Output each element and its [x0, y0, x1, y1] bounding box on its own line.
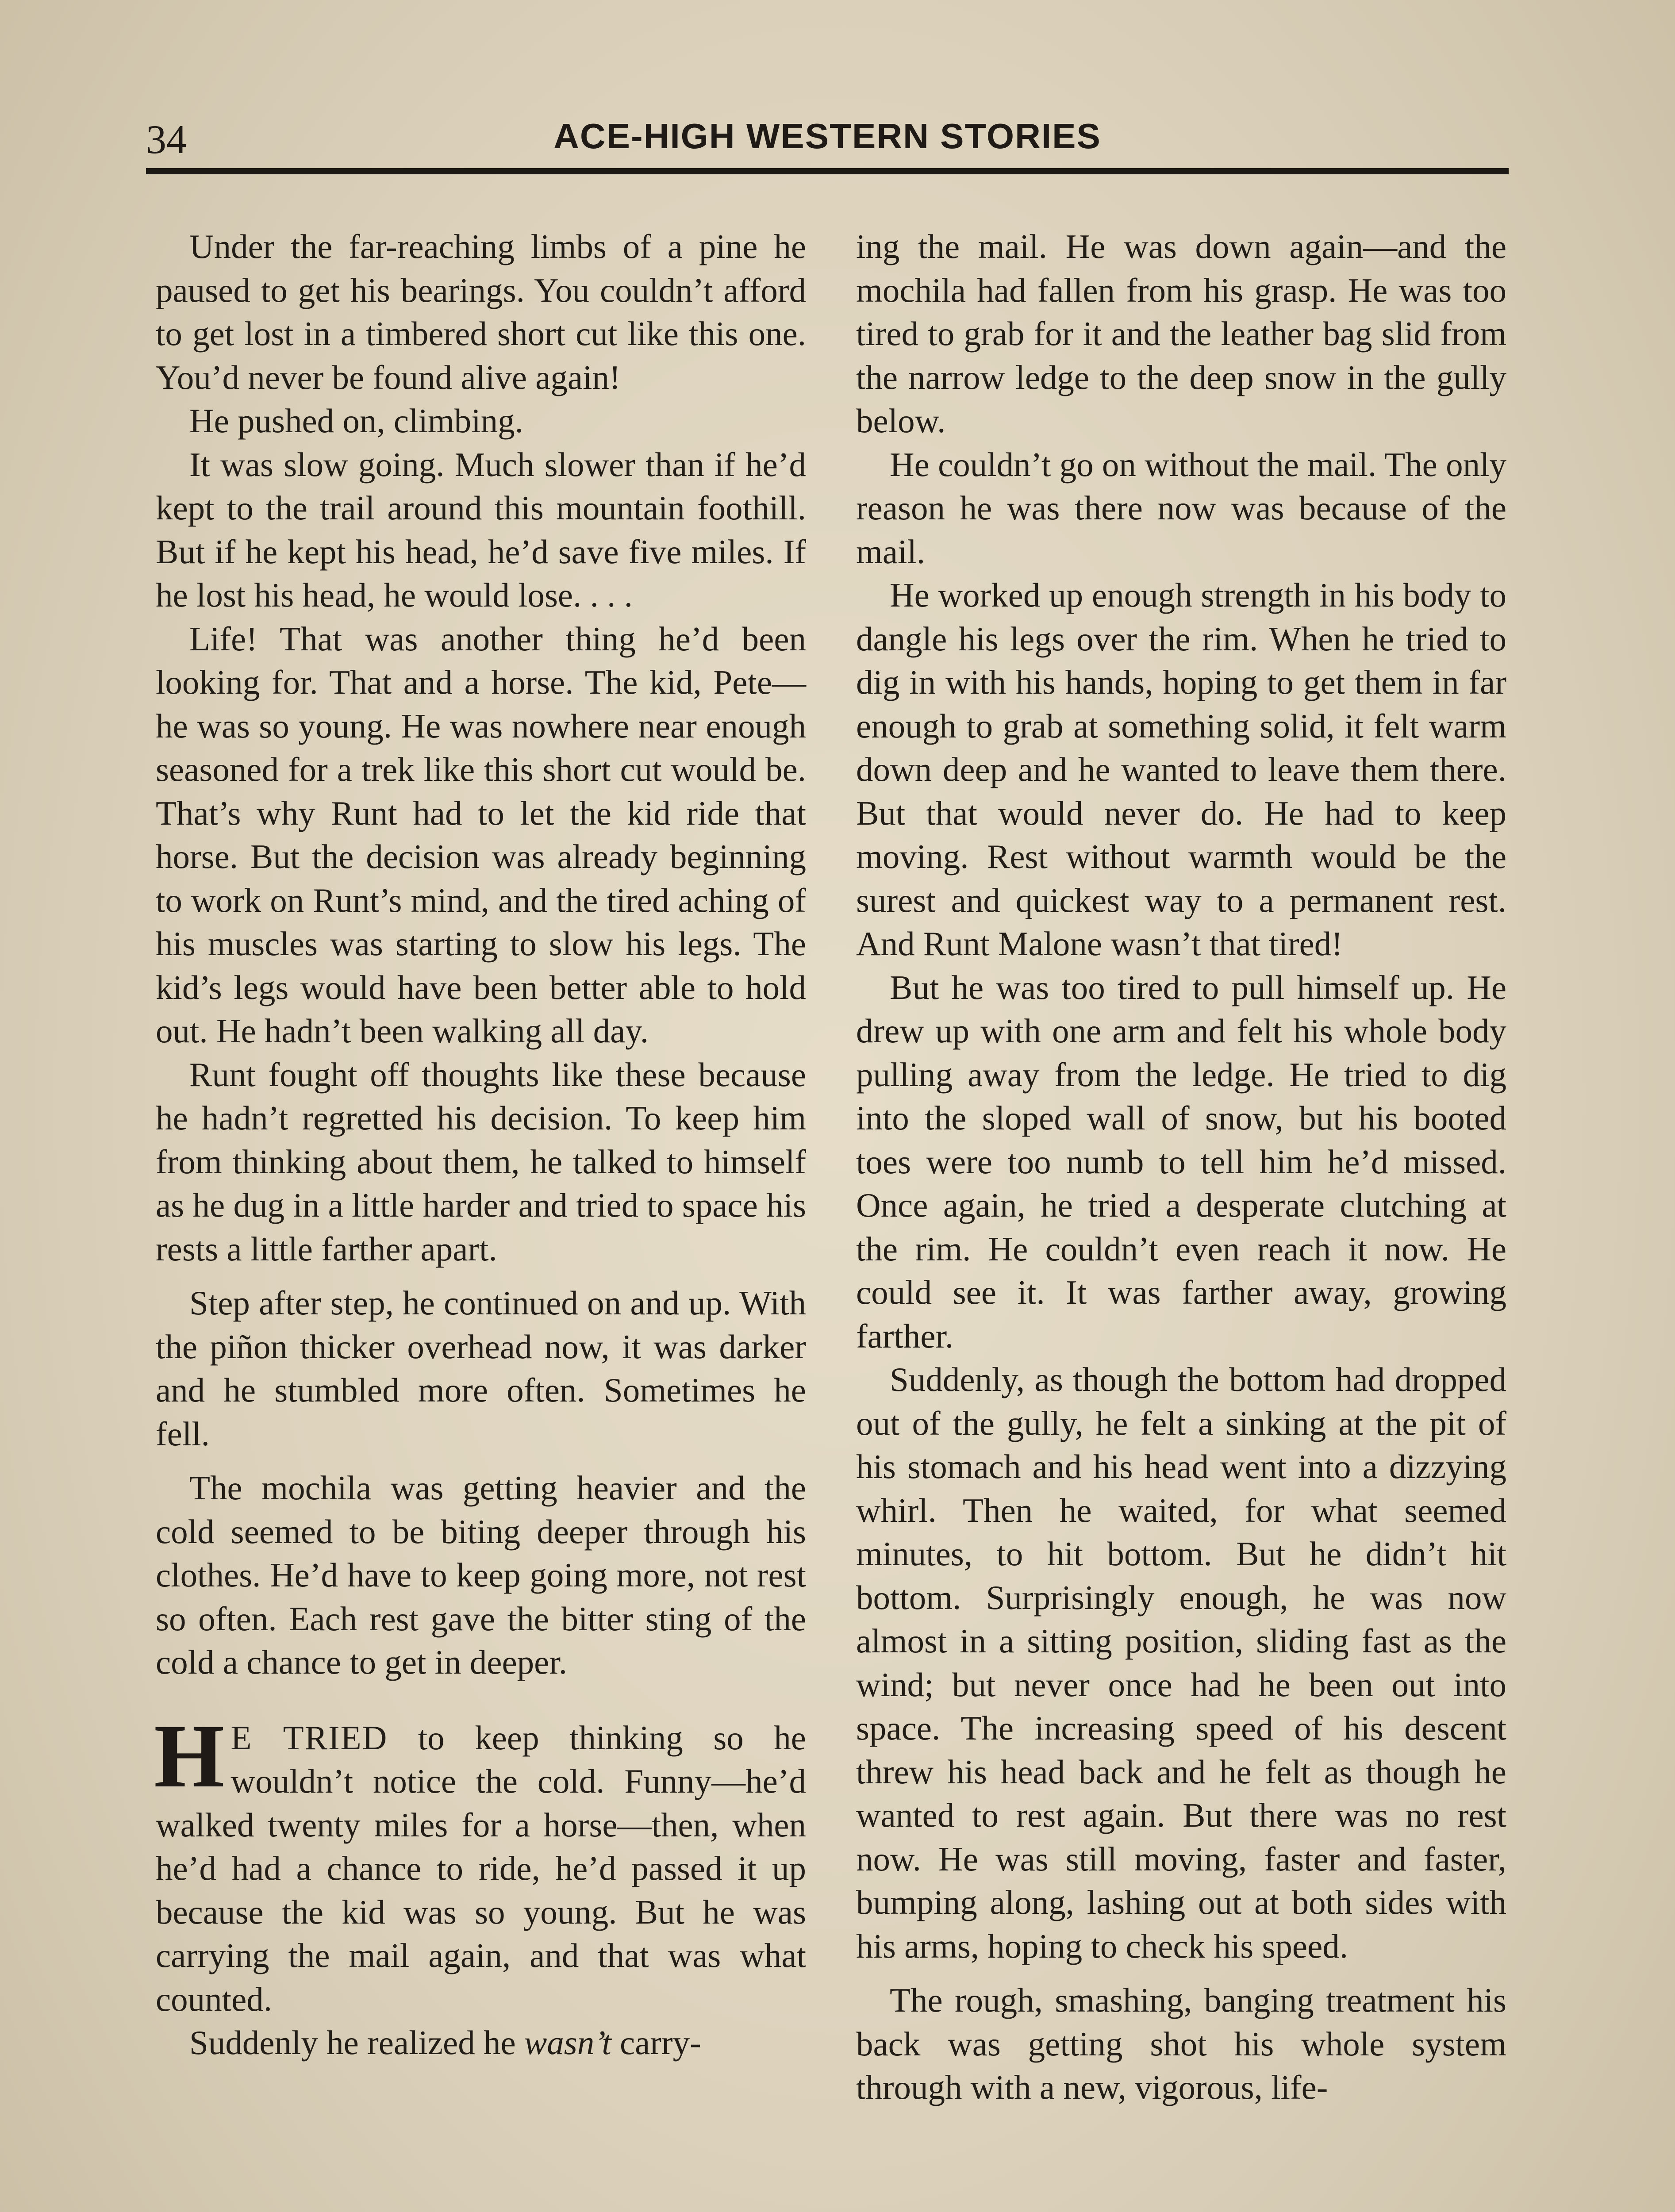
- paragraph-text: to keep thinking so he wouldn’t notice the cold. Funny—he’d walked twenty miles for a horse—then, when he’d had a chance to ride, he’d passed it up because the kid was so young. But he was carrying the mail again, and that was what counted.: [156, 1718, 806, 2018]
- paragraph: He pushed on, climbing.: [189, 402, 523, 440]
- paragraph-text: Suddenly he realized he: [189, 2024, 524, 2062]
- drop-cap: H: [154, 1705, 225, 1806]
- paragraph: But he was too tired to pull himself up. He drew up with one arm and felt his whole body pulling away from the ledge. He tried to dig into the sloped wall of snow, but his booted toes were too numb to tell him he’d missed. Once again, he tried a desperate clutching at the rim. He couldn’t even reach it now. He could see it. It was farther away, growing farther.: [856, 968, 1506, 1355]
- paragraph: Suddenly, as though the bottom had dropped out of the gully, he felt a sinking at the pit of his stomach and his head went into a dizzying whirl. Then he waited, for what seemed minutes, to hit bottom. But he didn’t hit bottom. Surprisingly enough, he was now almost in a sitting position, sliding fast as the wind; but never once had he been out into space. The increasing speed of his descent threw his head back and he felt as though he wanted to rest again. But there was no rest now. He was still moving, faster and faster, bumping along, lashing out at both sides with his arms, hoping to check his speed.: [856, 1360, 1506, 1965]
- opening-caps: E TRIED: [231, 1718, 388, 1757]
- paragraph: The mochila was getting heavier and the cold seemed to be biting deeper through his clothes. He’d have to keep going more, not rest so often. Each rest gave the bitter sting of the cold a chance to get in deeper.: [156, 1469, 806, 1681]
- left-column: [156, 225, 806, 2212]
- running-head: ACE-HIGH WESTERN STORIES: [553, 116, 1101, 156]
- paragraph: Runt fought off thoughts like these because he hadn’t regretted his decision. To keep him from thinking about them, he talked to himself as he dug in a little harder and tried to space his rests a little farther apart.: [156, 1055, 806, 1268]
- paragraph-text: carry-: [611, 2024, 701, 2062]
- paragraph: The rough, smashing, banging treatment his back was getting shot his whole system through with a new, vigorous, life-: [856, 1981, 1506, 2106]
- section-opening-paragraph: [154, 1705, 806, 2021]
- paragraph: Step after step, he continued on and up. With the piñon thicker overhead now, it was darker and he stumbled more often. Sometimes he fell.: [156, 1284, 806, 1453]
- paragraph: ing the mail. He was down again—and the mochila had fallen from his grasp. He was too tired to grab for it and the leather bag slid from the narrow ledge to the deep snow in the gully below.: [856, 227, 1506, 440]
- paragraph: He couldn’t go on without the mail. The only reason he was there now was because of the mail.: [856, 445, 1506, 571]
- right-column: [856, 225, 1506, 2212]
- page-number: 34: [146, 117, 187, 162]
- paragraph: He worked up enough strength in his body to dangle his legs over the rim. When he tried to dig in with his hands, hoping to get them in far enough to grab at something solid, it felt warm down deep and he wanted to leave them there. But that would never do. He had to keep moving. Rest without warmth would be the surest and quickest way to a permanent rest. And Runt Malone wasn’t that tired!: [856, 576, 1506, 963]
- paragraph: Under the far-reaching limbs of a pine he paused to get his bearings. You couldn’t afford to get lost in a timbered short cut like this one. You’d never be found alive again!: [156, 227, 806, 396]
- paragraph: It was slow going. Much slower than if he’d kept to the trail around this mountain foothill. But if he kept his head, he’d save five miles. If he lost his head, he would lose. . . .: [156, 445, 806, 614]
- page-header: [146, 116, 1509, 169]
- italic-emphasis: wasn’t: [524, 2024, 611, 2062]
- paragraph: [156, 2021, 806, 2065]
- header-rule: [146, 168, 1509, 174]
- paragraph: Life! That was another thing he’d been looking for. That and a horse. The kid, Pete—he was so young. He was nowhere near enough seasoned for a trek like this short cut would be. That’s why Runt had to let the kid ride that horse. But the decision was already beginning to work on Runt’s mind, and the tired aching of his muscles was starting to slow his legs. The kid’s legs would have been better able to hold out. He hadn’t been walking all day.: [156, 619, 806, 1050]
